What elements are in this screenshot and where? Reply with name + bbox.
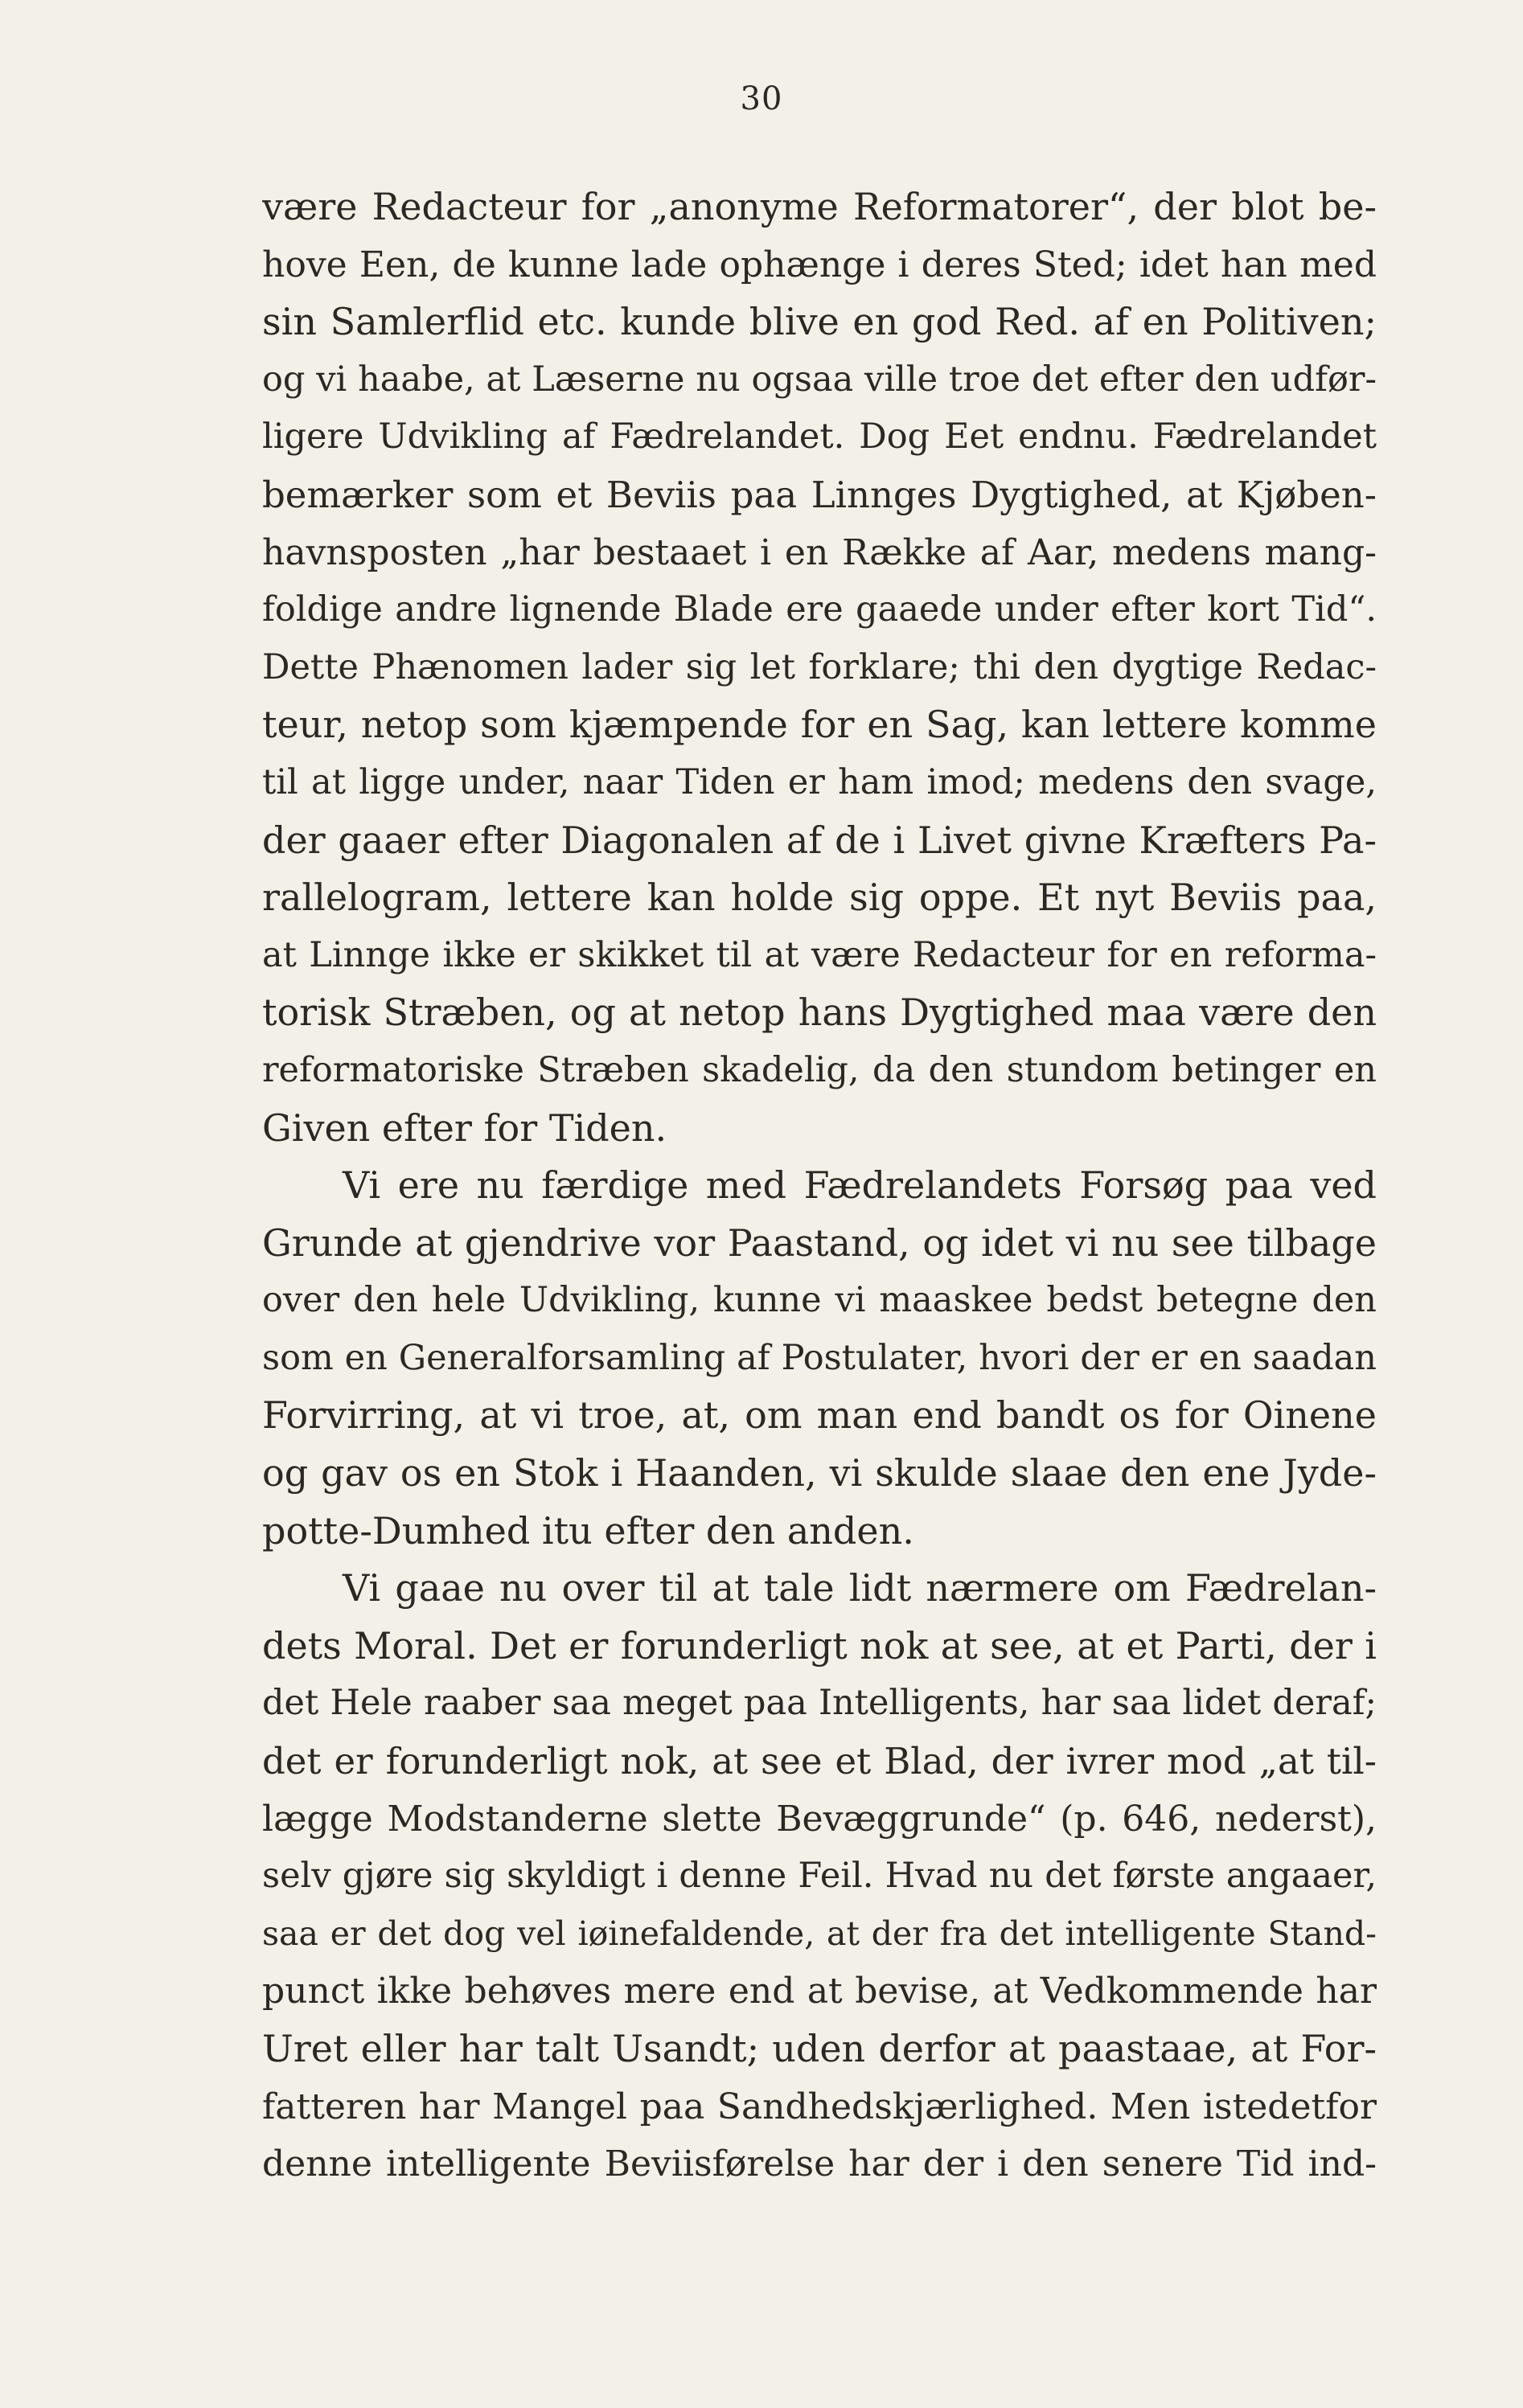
text-line: Forvirring, at vi troe, at, om man end bandt os for Oinene [262,1393,1377,1438]
paragraph-start-line: Vi gaae nu over til at tale lidt nærmere om Fædrelan- [343,1566,1377,1610]
text-line: til at ligge under, naar Tiden er ham imod; medens den svage, [262,761,1377,802]
text-line: denne intelligente Beviisførelse har der i den senere Tid ind- [262,2143,1377,2185]
text-line: ligere Udvikling af Fædrelandet. Dog Eet endnu. Fædrelandet [262,416,1377,457]
text-line: dets Moral. Det er forunderligt nok at see, at et Parti, der i [262,1623,1377,1668]
text-line: selv gjøre sig skyldigt i denne Feil. Hvad nu det første angaaer, [262,1856,1377,1897]
text-line: over den hele Udvikling, kunne vi maaskee bedst betegne den [262,1280,1377,1321]
page-number: 30 [740,80,783,117]
text-line: saa er det dog vel iøinefaldende, at der fra det intelligente Stand- [262,1914,1377,1953]
text-line: rallelogram, lettere kan holde sig oppe. Et nyt Beviis paa, [262,876,1377,920]
text-line: lægge Modstanderne slette Bevæggrunde“ (p. 646, nederst), [262,1798,1377,1840]
paragraph-end-line: Given efter for Tiden. [262,1106,667,1150]
body-text [262,178,1377,2193]
text-line: foldige andre lignende Blade ere gaaede under efter kort Tid“. [262,589,1377,630]
text-line: bemærker som et Beviis paa Linnges Dygtighed, at Kjøben- [262,473,1377,516]
text-line: det er forunderligt nok, at see et Blad, der ivrer mod „at til- [262,1740,1377,1783]
text-line: hove Een, de kunne lade ophænge i deres Sted; idet han med [262,244,1377,285]
text-line: og gav os en Stok i Haanden, vi skulde slaae den ene Jyde- [262,1451,1377,1495]
text-line: og vi haabe, at Læserne nu ogsaa ville troe det efter den udfør- [262,359,1377,400]
text-line: der gaaer efter Diagonalen af de i Livet givne Kræfters Pa- [262,818,1377,862]
text-line: at Linnge ikke er skikket til at være Redacteur for en reforma- [262,934,1377,975]
text-line: det Hele raaber saa meget paa Intelligents, har saa lidet deraf; [262,1683,1377,1724]
text-line: Grunde at gjendrive vor Paastand, og idet vi nu see tilbage [262,1220,1377,1265]
text-line: torisk Stræben, og at netop hans Dygtighed maa være den [262,991,1377,1035]
text-line: sin Samlerflid etc. kunde blive en god Red. af en Politiven; [262,300,1377,344]
paragraph-start-line: Vi ere nu færdige med Fædrelandets Forsøg paa ved [343,1163,1377,1208]
text-line: som en Generalforsamling af Postulater, hvori der er en saadan [262,1337,1377,1378]
text-line: reformatoriske Stræben skadelig, da den stundom betinger en [262,1049,1377,1090]
text-line: Dette Phænomen lader sig let forklare; thi den dygtige Redac- [262,646,1377,687]
text-line: teur, netop som kjæmpende for en Sag, kan lettere komme [262,703,1377,747]
text-line: Uret eller har talt Usandt; uden derfor at paastaae, at For- [262,2027,1377,2070]
paragraph-end-line: potte-Dumhed itu efter den anden. [262,1508,914,1553]
text-line: havnsposten „har bestaaet i en Række af Aar, medens mang- [262,531,1377,573]
text-line: punct ikke behøves mere end at bevise, at Vedkommende har [262,1971,1377,2012]
text-line: fatteren har Mangel paa Sandhedskjærlighed. Men istedetfor [262,2086,1377,2127]
text-line: være Redacteur for „anonyme Reformatorer“, der blot be- [262,185,1377,228]
